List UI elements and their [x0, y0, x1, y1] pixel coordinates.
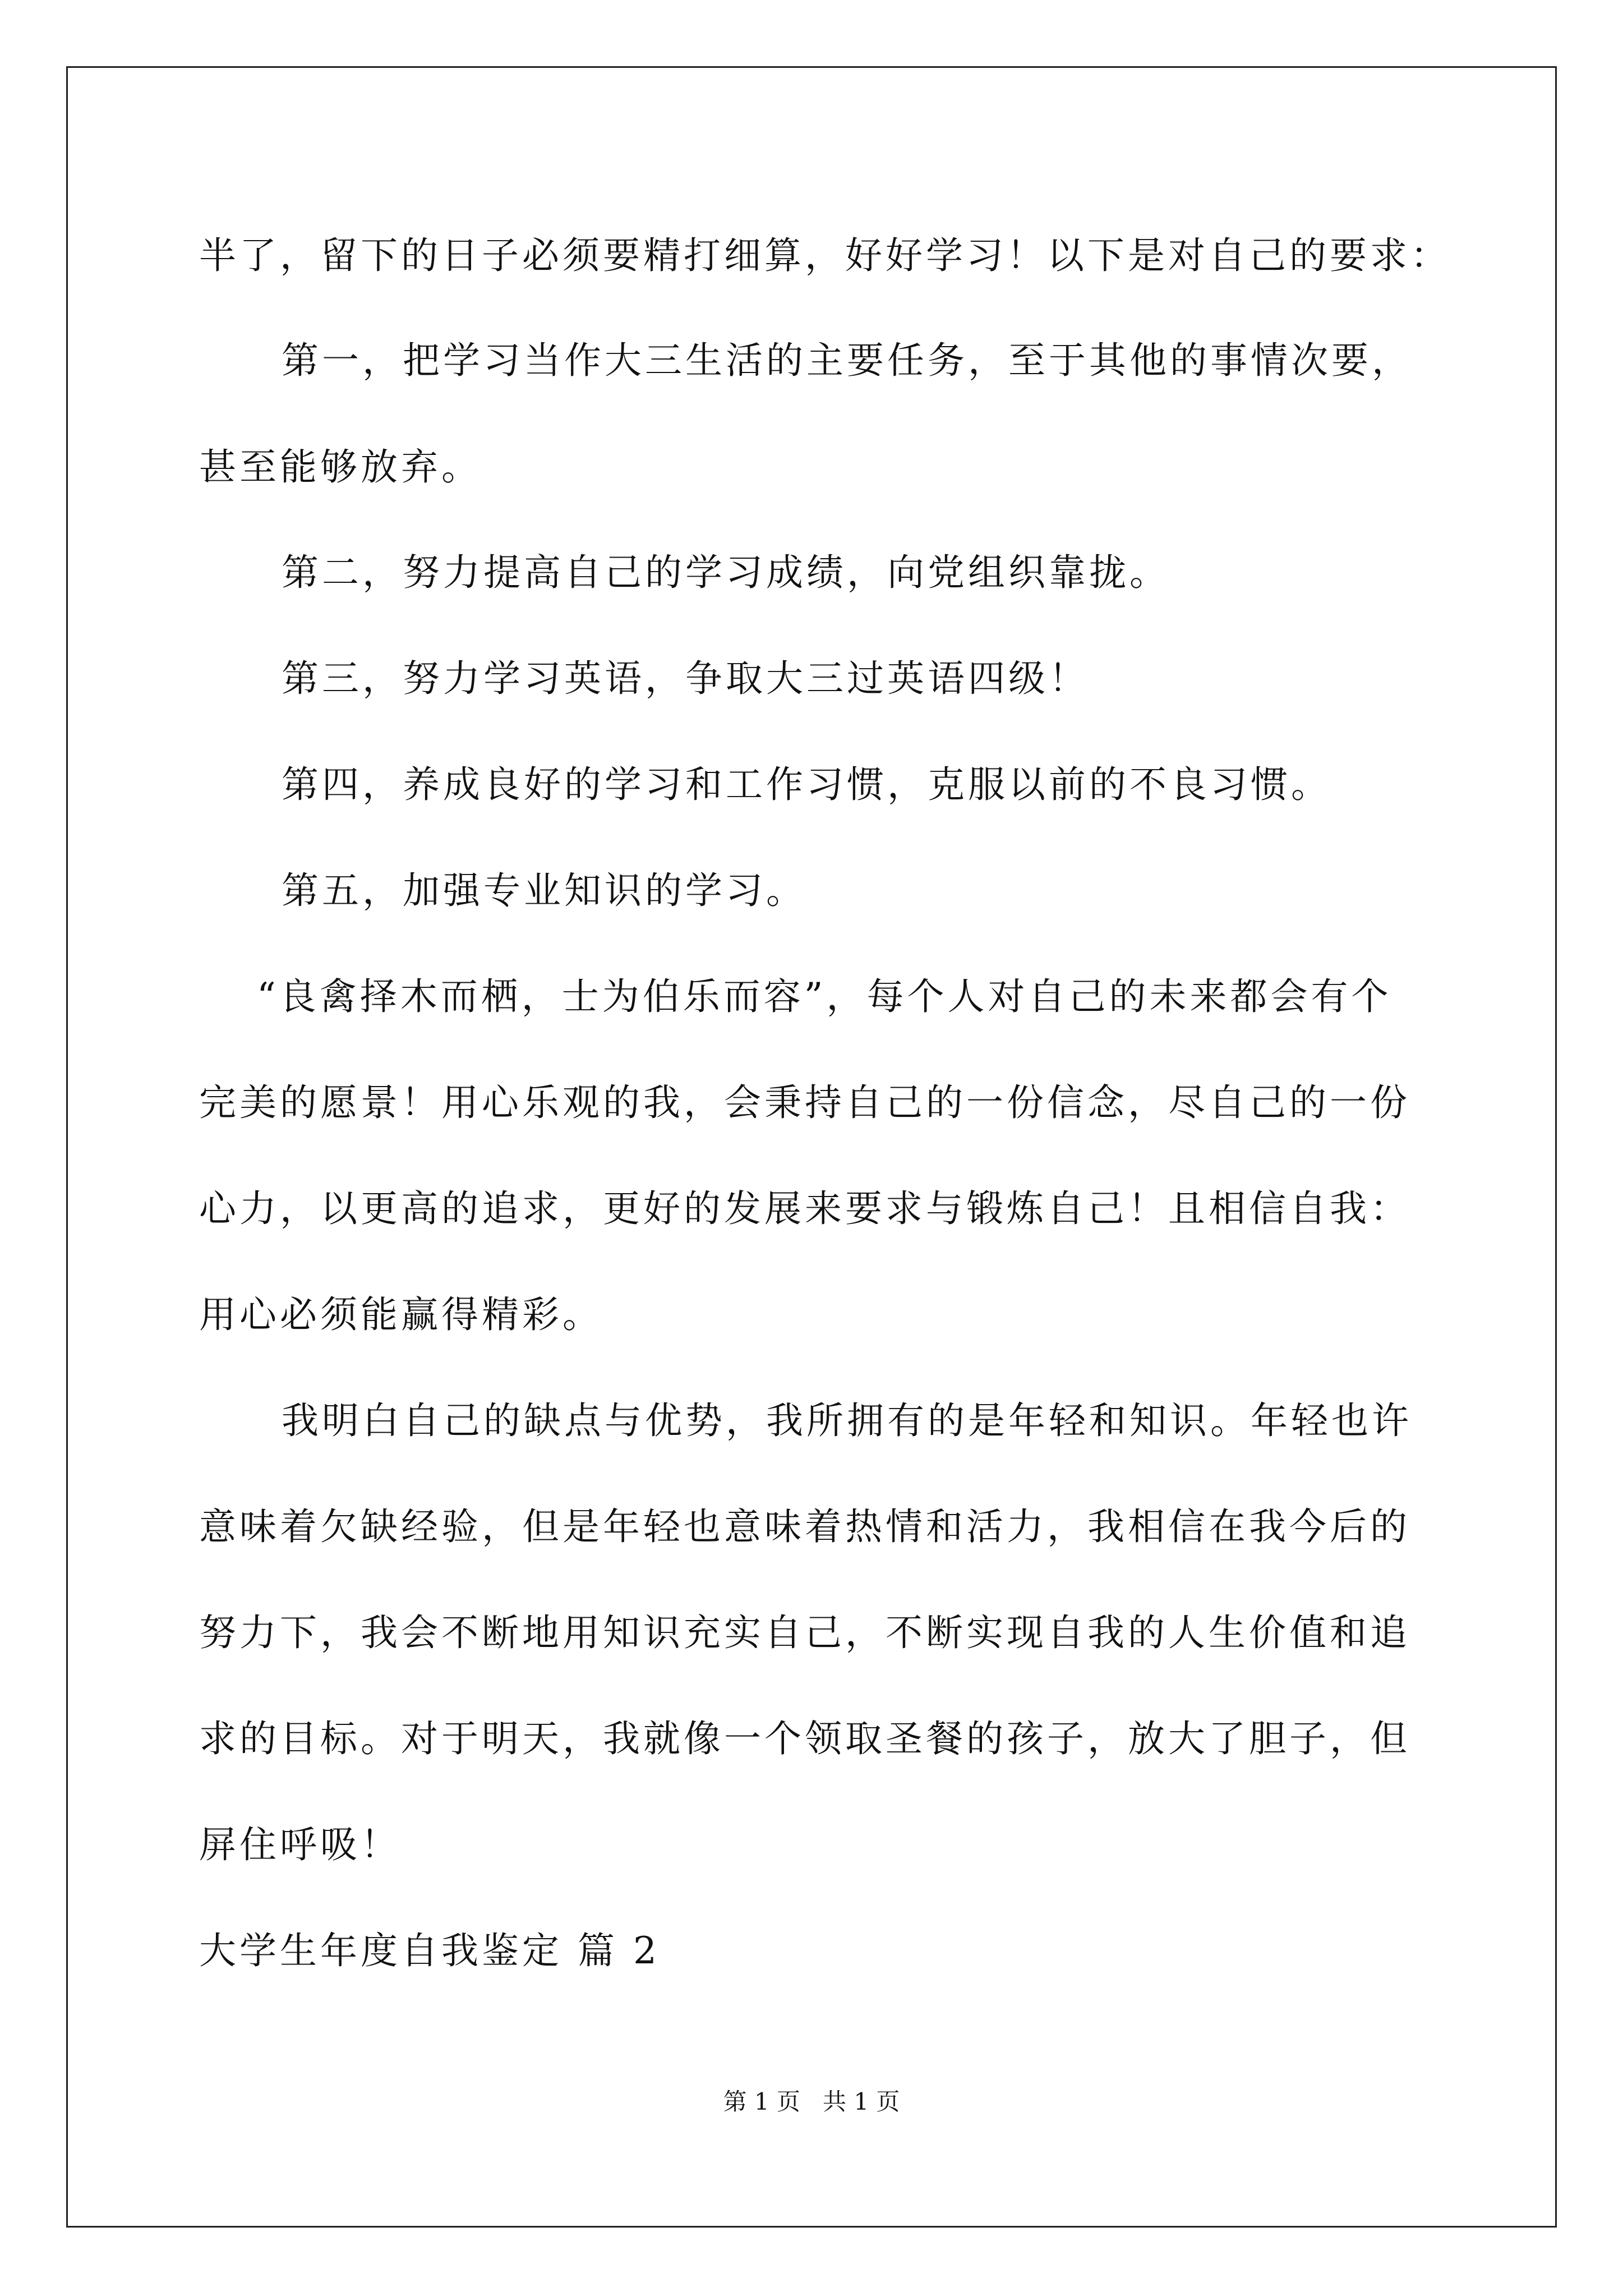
- text-line: 完美的愿景！用心乐观的我，会秉持自己的一份信念，尽自己的一份: [199, 1081, 1410, 1124]
- text-line: 意味着欠缺经验，但是年轻也意味着热情和活力，我相信在我今后的: [199, 1505, 1410, 1548]
- text-line: 我明白自己的缺点与优势，我所拥有的是年轻和知识。年轻也许: [282, 1399, 1412, 1442]
- page-number: 第 1 页: [723, 2088, 800, 2115]
- text-line: 甚至能够放弃。: [199, 445, 482, 489]
- text-line: 第五，加强专业知识的学习。: [282, 869, 806, 912]
- text-line: “良禽择木而栖，士为伯乐而容”，每个人对自己的未来都会有个: [257, 975, 1392, 1018]
- text-line: 用心必须能赢得精彩。: [199, 1293, 603, 1336]
- text-line: 半了，留下的日子必须要精打细算，好好学习！以下是对自己的要求：: [199, 234, 1451, 277]
- text-line: 努力下，我会不断地用知识充实自己，不断实现自我的人生价值和追: [199, 1611, 1410, 1654]
- page-footer: [0, 2088, 1623, 2116]
- section-heading: 大学生年度自我鉴定 篇 2: [199, 1929, 660, 1972]
- text-line: 心力，以更高的追求，更好的发展来要求与锻炼自己！且相信自我：: [199, 1187, 1410, 1230]
- text-line: 屏住呼吸！: [199, 1823, 401, 1866]
- page-total: 共 1 页: [823, 2088, 900, 2115]
- page-frame: [66, 66, 1557, 2228]
- text-line: 第一，把学习当作大三生活的主要任务，至于其他的事情次要，: [282, 339, 1412, 382]
- text-line: 第四，养成良好的学习和工作习惯，克服以前的不良习惯。: [282, 763, 1331, 806]
- text-line: 求的目标。对于明天，我就像一个领取圣餐的孩子，放大了胆子，但: [199, 1717, 1410, 1760]
- text-line: 第三，努力学习英语，争取大三过英语四级！: [282, 657, 1089, 700]
- text-line: 第二，努力提高自己的学习成绩，向党组织靠拢。: [282, 551, 1170, 594]
